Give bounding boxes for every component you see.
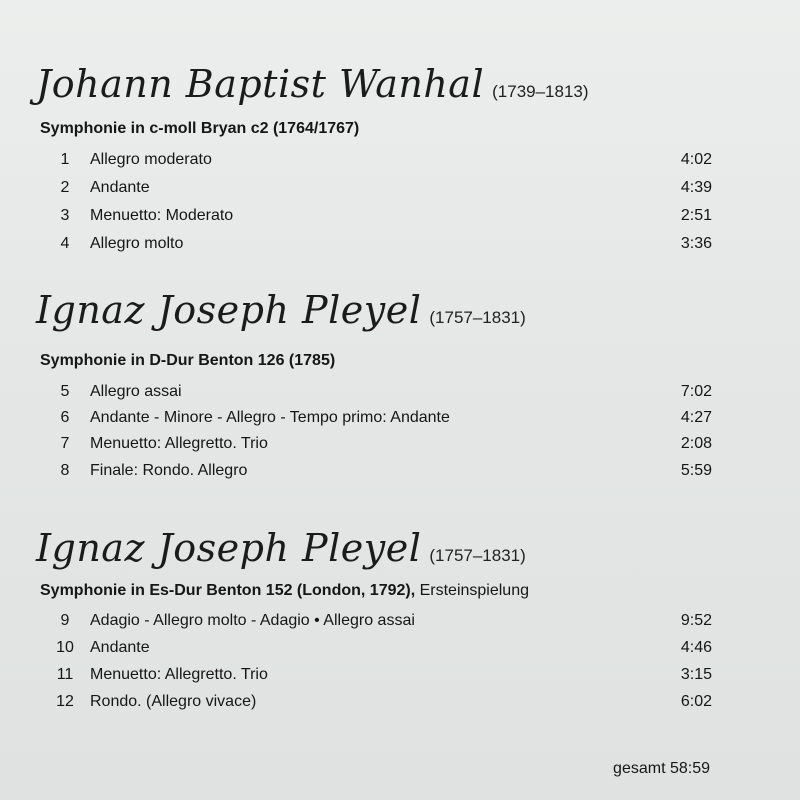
track-number: 6 — [60, 409, 70, 426]
track-row — [40, 174, 712, 202]
track-duration: 6:02 — [680, 693, 712, 710]
work-note: Ersteinspielung — [415, 582, 529, 599]
track-duration: 5:59 — [680, 462, 712, 479]
track-number: 8 — [60, 462, 70, 479]
track-title: Andante — [90, 639, 150, 656]
work-title: Symphonie in c-moll Bryan c2 (1764/1767) — [40, 120, 360, 137]
track-title: Adagio - Allegro molto - Adagio • Allegro assai — [90, 612, 415, 629]
track-duration: 9:52 — [680, 612, 712, 629]
track-number: 2 — [60, 179, 70, 196]
track-duration: 3:15 — [680, 666, 712, 683]
track-duration: 7:02 — [680, 383, 712, 400]
track-duration: 4:27 — [680, 409, 712, 426]
track-number: 9 — [60, 612, 70, 629]
composer-name: Ignaz Joseph Pleyel (1757–1831) — [36, 288, 526, 332]
track-number: 12 — [56, 693, 74, 710]
composer-years: (1739–1813) — [492, 82, 589, 101]
composer-name: Ignaz Joseph Pleyel (1757–1831) — [36, 526, 526, 570]
track-title: Menuetto: Allegretto. Trio — [90, 666, 268, 683]
track-title: Allegro moderato — [90, 151, 212, 168]
track-duration: 4:02 — [680, 151, 712, 168]
track-number: 5 — [60, 383, 70, 400]
track-row — [40, 661, 712, 689]
composer-years: (1757–1831) — [429, 308, 526, 327]
track-number: 11 — [56, 666, 74, 683]
track-row — [40, 457, 712, 485]
track-title: Menuetto: Moderato — [90, 207, 234, 224]
track-row — [40, 430, 712, 458]
track-row — [40, 202, 712, 230]
track-title: Rondo. (Allegro vivace) — [90, 693, 257, 710]
track-row — [40, 404, 712, 432]
track-duration: 3:36 — [680, 235, 712, 252]
track-title: Allegro molto — [90, 235, 184, 252]
total-duration: gesamt 58:59 — [613, 760, 710, 777]
work-title: Symphonie in Es-Dur Benton 152 (London, 1792), Ersteinspielung — [40, 582, 529, 599]
track-duration: 4:39 — [680, 179, 712, 196]
track-row — [40, 378, 712, 406]
composer-years: (1757–1831) — [429, 546, 526, 565]
track-number: 1 — [60, 151, 70, 168]
track-row — [40, 634, 712, 662]
track-duration: 2:08 — [680, 435, 712, 452]
track-row — [40, 230, 712, 258]
track-row — [40, 146, 712, 174]
track-title: Andante - Minore - Allegro - Tempo primo: Andante — [90, 409, 450, 426]
track-duration: 2:51 — [680, 207, 712, 224]
track-number: 10 — [56, 639, 74, 656]
track-duration: 4:46 — [680, 639, 712, 656]
track-row — [40, 688, 712, 716]
track-title: Menuetto: Allegretto. Trio — [90, 435, 268, 452]
track-title: Finale: Rondo. Allegro — [90, 462, 248, 479]
composer-name: Johann Baptist Wanhal (1739–1813) — [36, 62, 589, 106]
track-number: 3 — [60, 207, 70, 224]
track-title: Andante — [90, 179, 150, 196]
track-title: Allegro assai — [90, 383, 182, 400]
track-number: 7 — [60, 435, 70, 452]
track-row — [40, 607, 712, 635]
track-number: 4 — [60, 235, 70, 252]
work-title: Symphonie in D-Dur Benton 126 (1785) — [40, 352, 336, 369]
